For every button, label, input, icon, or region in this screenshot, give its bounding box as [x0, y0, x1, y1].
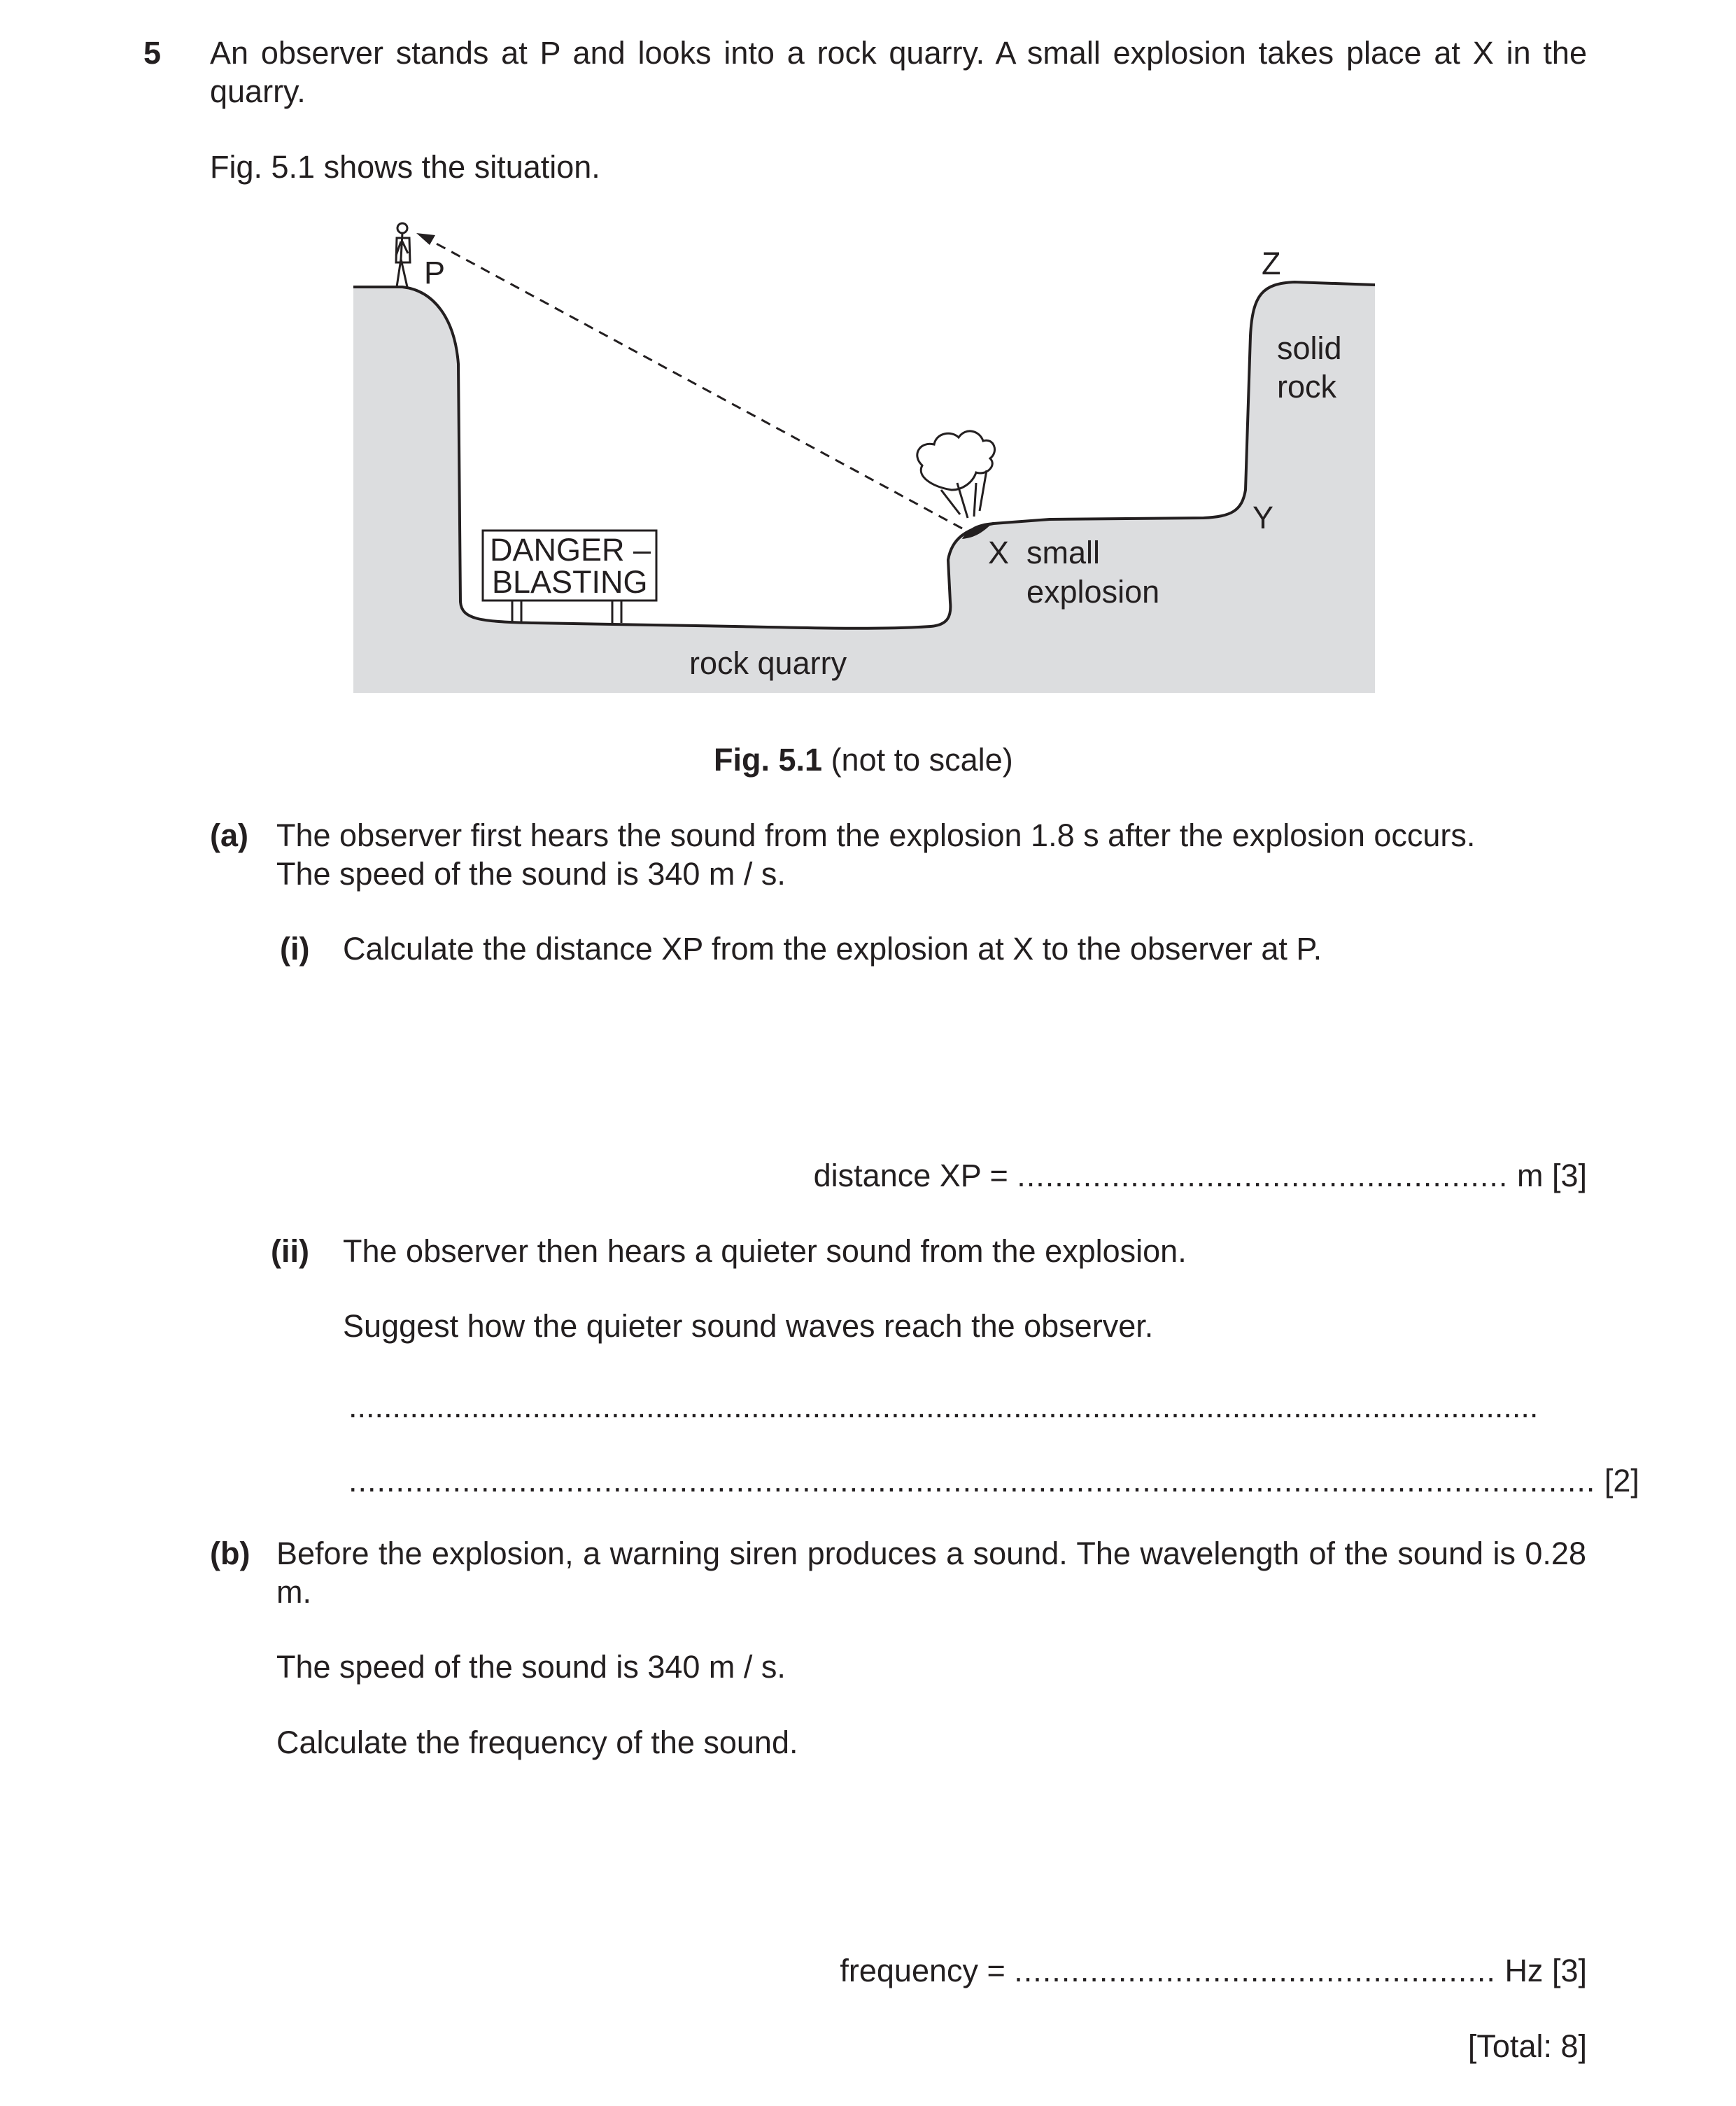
label-small-explosion-2: explosion [1026, 574, 1160, 610]
part-a-ii-text-2: Suggest how the quieter sound waves reach the observer. [343, 1308, 1154, 1344]
sight-line [423, 237, 962, 528]
frequency-answer-prefix: frequency = [840, 1953, 1005, 1988]
part-a-line-2: The speed of the sound is 340 m / s. [276, 856, 786, 892]
label-y: Y [1252, 500, 1274, 535]
explanation-marks: [2] [1604, 1463, 1639, 1498]
part-a-i-text: Calculate the distance XP from the explosion at X to the observer at P. [343, 931, 1322, 967]
label-x: X [988, 535, 1010, 570]
figure-caption-number: Fig. 5.1 [714, 742, 823, 778]
figure-caption [714, 740, 1013, 779]
distance-answer-field[interactable]: .................................................... [1017, 1158, 1509, 1193]
label-rock-quarry: rock quarry [689, 645, 847, 681]
explosion-icon [917, 431, 995, 539]
sign-line-2: BLASTING [492, 564, 648, 600]
frequency-answer-field[interactable]: ................................................... [1014, 1953, 1496, 1988]
explanation-answer-field-2[interactable]: .................................................................................................................................... [348, 1463, 1596, 1498]
part-a-ii-label: (ii) [271, 1233, 309, 1269]
quarry-diagram [0, 0, 1736, 707]
total-marks: [Total: 8] [1467, 2028, 1587, 2064]
label-small-explosion-1: small [1026, 535, 1101, 570]
distance-answer-unit: m [1516, 1158, 1544, 1193]
question-intro: An observer stands at P and looks into a rock quarry. A small explosion takes place at X in the quarry. [210, 35, 1587, 109]
rock-mass [353, 282, 1375, 693]
label-z: Z [1262, 246, 1281, 281]
part-a-line-1: The observer first hears the sound from the explosion 1.8 s after the explosion occurs. [276, 817, 1476, 853]
distance-answer-prefix: distance XP = [813, 1158, 1008, 1193]
part-a-ii-text-1: The observer then hears a quieter sound from the explosion. [343, 1233, 1187, 1269]
arrow-head-at-p [416, 233, 435, 245]
distance-answer-line [814, 1156, 1587, 1195]
frequency-answer-unit: Hz [1504, 1953, 1544, 1988]
part-b-line-2: The speed of the sound is 340 m / s. [276, 1649, 786, 1685]
distance-marks: [3] [1551, 1158, 1587, 1193]
figure-reference: Fig. 5.1 shows the situation. [210, 149, 600, 185]
observer-figure [396, 223, 410, 287]
part-a-i-label: (i) [280, 931, 310, 967]
explanation-answer-line-2 [348, 1461, 1639, 1500]
question-number: 5 [143, 35, 162, 71]
sign-line-1: DANGER – [490, 532, 651, 568]
label-solid-rock-1: solid [1277, 330, 1342, 366]
frequency-marks: [3] [1551, 1953, 1587, 1988]
explanation-answer-line-1[interactable]: ........................................................................................................................................ [348, 1389, 1539, 1424]
label-p: P [424, 255, 446, 290]
label-solid-rock-2: rock [1277, 369, 1337, 405]
figure-caption-note: (not to scale) [831, 742, 1013, 778]
part-a-label: (a) [210, 817, 248, 853]
frequency-answer-line [840, 1951, 1587, 1990]
part-b-label: (b) [210, 1536, 250, 1571]
part-b-line-3: Calculate the frequency of the sound. [276, 1725, 798, 1760]
part-b-line-1: Before the explosion, a warning siren produces a sound. The wavelength of the sound is 0.28 m. [276, 1536, 1586, 1610]
